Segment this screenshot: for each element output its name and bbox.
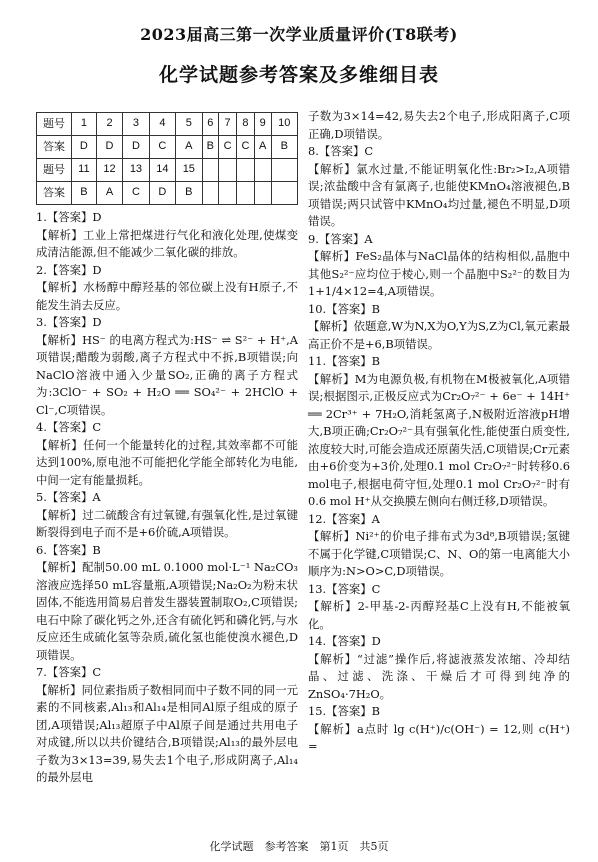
answer-line: 15.【答案】B bbox=[308, 704, 381, 718]
cell: 6 bbox=[202, 113, 219, 136]
answer-line: 7.【答案】C bbox=[36, 665, 102, 679]
answer-line: 8.【答案】C bbox=[308, 144, 374, 158]
cell: B bbox=[271, 136, 297, 159]
row-label: 题号 bbox=[37, 113, 72, 136]
explanation: 【解析】2-甲基-2-丙醇羟基C上没有H,不能被氧化。 bbox=[308, 599, 570, 631]
cell: A bbox=[96, 182, 122, 205]
explanation: 【解析】“过滤”操作后,将滤液蒸发浓缩、冷却结晶、过滤、洗涤、干燥后才可得到纯净的ZnSO₄·7H₂O。 bbox=[308, 651, 570, 701]
right-column bbox=[308, 108, 570, 756]
answer-line: 9.【答案】A bbox=[308, 231, 373, 246]
page-footer: 化学试题 参考答案 第1页 共5页 bbox=[209, 840, 389, 853]
right-item-13 bbox=[308, 581, 570, 634]
cell: 14 bbox=[149, 159, 175, 182]
explanation: 【解析】工业上常把煤进行气化和液化处理,使煤变成清洁能源,但不能减少二氧化碳的排放。 bbox=[36, 227, 298, 259]
answer-line: 14.【答案】D bbox=[308, 634, 381, 648]
right-item-10 bbox=[308, 301, 570, 354]
cell: 13 bbox=[123, 159, 149, 182]
answer-line: 12.【答案】A bbox=[308, 511, 380, 526]
answer-table-row-questions-1 bbox=[37, 113, 298, 136]
explanation: 【解析】配制50.00 mL 0.1000 mol·L⁻¹ Na₂CO₃溶液应选择50 mL容量瓶,A项错误;Na₂O₂为粉末状固体,不能选用简易启普发生器装置制取O₂,C项错误;电石中除了碳化钙之外,还含有硫化钙和磷化钙,与水反应还生成硫化氢等杂质,硫化氢也能使溴水褪色,D项错误。 bbox=[36, 560, 298, 662]
cell: C bbox=[237, 136, 255, 159]
explanation: 【解析】依题意,W为N,X为O,Y为S,Z为Cl,氧元素最高正价不是+6,B项错误。 bbox=[308, 319, 570, 351]
answer-line: 11.【答案】B bbox=[308, 354, 381, 368]
cell: 7 bbox=[219, 113, 237, 136]
explanation: 【解析】水杨醇中醇羟基的邻位碳上没有H原子,不能发生消去反应。 bbox=[36, 280, 298, 312]
right-item-11 bbox=[308, 353, 570, 511]
cell: D bbox=[123, 136, 149, 159]
cell bbox=[219, 182, 237, 205]
cell: A bbox=[254, 136, 271, 159]
row-label: 答案 bbox=[37, 136, 72, 159]
explanation: 【解析】M为电源负极,有机物在M极被氧化,A项错误;根据图示,正极反应式为Cr₂O₇²⁻ + 6e⁻ + 14H⁺ ══ 2Cr³⁺ + 7H₂O,消耗氢离子,N极附近溶液pH增大,B项正确;Cr₂O₇²⁻具有强氧化性,能使蛋白质变性,浓度较大时,可能会造成还原菌失活,C项错误;Cr元素由+6价变为+3价,处理0.1 mol Cr₂O₇²⁻时转移0.6 mol电子,根据电荷守恒,处理0.1 mol Cr₂O₇²⁻时有0.6 mol H⁺从交换膜左侧向右侧迁移,D项错误。 bbox=[308, 371, 570, 508]
cell: D bbox=[149, 182, 175, 205]
explanation: 【解析】同位素指质子数相同而中子数不同的同一元素的不同核素,Al₁₃和Al₁₄是相同Al原子组成的原子团,A项错误;Al₁₃超原子中Al原子间是通过共用电子对成键,所以以共价键结合,B项错误;Al₁₃的最外层电子数为3×13=39,易失去1个电子,形成阴离子,Al₁₄的最外层电 bbox=[36, 682, 298, 784]
cell bbox=[237, 182, 255, 205]
answer-line: 6.【答案】B bbox=[36, 542, 101, 557]
answer-table bbox=[36, 112, 298, 205]
right-item-7-cont bbox=[308, 108, 570, 143]
left-item-5 bbox=[36, 489, 298, 542]
answer-line: 2.【答案】D bbox=[36, 262, 102, 277]
cell: 11 bbox=[72, 159, 97, 182]
cell bbox=[254, 159, 271, 182]
cell bbox=[237, 159, 255, 182]
right-item-9 bbox=[308, 231, 570, 301]
cell: 2 bbox=[96, 113, 122, 136]
cell: B bbox=[202, 136, 219, 159]
row-label: 答案 bbox=[37, 182, 72, 205]
explanation: 【解析】过二硫酸含有过氧键,有强氧化性,是过氧键断裂得到电子而不是+6价硫,A项错误。 bbox=[36, 507, 298, 539]
cell bbox=[254, 182, 271, 205]
cell: D bbox=[72, 136, 97, 159]
left-column bbox=[36, 112, 298, 787]
answer-line: 13.【答案】C bbox=[308, 581, 381, 596]
cell bbox=[271, 159, 297, 182]
right-item-15 bbox=[308, 703, 570, 756]
cell: C bbox=[219, 136, 237, 159]
cell: 3 bbox=[123, 113, 149, 136]
right-item-8 bbox=[308, 143, 570, 231]
explanation: 【解析】任何一个能量转化的过程,其效率都不可能达到100%,原电池不可能把化学能全部转化为电能,中间一定有能量损耗。 bbox=[36, 437, 298, 487]
cell bbox=[202, 159, 219, 182]
explanation: 【解析】a点时 lg c(H⁺)/c(OH⁻) = 12,则 c(H⁺) = bbox=[308, 721, 570, 753]
cell: 1 bbox=[72, 113, 97, 136]
answer-table-row-questions-2 bbox=[37, 159, 298, 182]
cell: B bbox=[176, 182, 202, 205]
cell: B bbox=[72, 182, 97, 205]
left-item-2 bbox=[36, 262, 298, 315]
cell: 8 bbox=[237, 113, 255, 136]
cell bbox=[271, 182, 297, 205]
cell: 9 bbox=[254, 113, 271, 136]
document-subtitle: 化学试题参考答案及多维细目表 bbox=[158, 64, 439, 86]
left-item-7 bbox=[36, 664, 298, 787]
cell: 12 bbox=[96, 159, 122, 182]
explanation: 【解析】氯水过量,不能证明氧化性:Br₂>I₂,A项错误;浓盐酸中含有氯离子,也能使KMnO₄溶液褪色,B项错误;两只试管中KMnO₄均过量,褪色不明显,D项错误。 bbox=[308, 161, 570, 228]
answer-line: 1.【答案】D bbox=[36, 210, 102, 224]
answer-table-row-answers-1 bbox=[37, 136, 298, 159]
cell: 5 bbox=[176, 113, 202, 136]
cell: 10 bbox=[271, 113, 297, 136]
answer-line: 3.【答案】D bbox=[36, 315, 102, 329]
cell: 15 bbox=[176, 159, 202, 182]
cell: A bbox=[176, 136, 202, 159]
answer-line: 5.【答案】A bbox=[36, 490, 101, 504]
left-item-3 bbox=[36, 314, 298, 419]
left-item-1 bbox=[36, 209, 298, 262]
left-item-6 bbox=[36, 542, 298, 665]
answer-table-row-answers-2 bbox=[37, 182, 298, 205]
cell: C bbox=[149, 136, 175, 159]
row-label: 题号 bbox=[37, 159, 72, 182]
right-item-14 bbox=[308, 633, 570, 703]
right-item-12 bbox=[308, 511, 570, 581]
cell bbox=[219, 159, 237, 182]
cell: C bbox=[123, 182, 149, 205]
document-title: 2023届高三第一次学业质量评价(T8联考) bbox=[140, 25, 458, 44]
cell: D bbox=[96, 136, 122, 159]
cell: 4 bbox=[149, 113, 175, 136]
explanation: 子数为3×14=42,易失去2个电子,形成阳离子,C项正确,D项错误。 bbox=[308, 109, 570, 141]
explanation: 【解析】HS⁻ 的电离方程式为:HS⁻ ⇌ S²⁻ + H⁺,A项错误;醋酸为弱酸,离子方程式中不拆,B项错误;向NaClO溶液中通入少量SO₂,正确的离子方程式为:3ClO⁻ + SO₂ + H₂O ══ SO₄²⁻ + 2HClO + Cl⁻,C项错误。 bbox=[36, 332, 298, 417]
explanation: 【解析】FeS₂晶体与NaCl晶体的结构相似,晶胞中其他S₂²⁻应均位于棱心,则一个晶胞中S₂²⁻的数目为1+1/4×12=4,A项错误。 bbox=[308, 249, 570, 298]
cell bbox=[202, 182, 219, 205]
left-item-4 bbox=[36, 419, 298, 489]
explanation: 【解析】Ni²⁺的价电子排布式为3d⁸,B项错误;氢键不属于化学键,C项错误;C、N、O的第一电离能大小顺序为:N>O>C,D项错误。 bbox=[308, 529, 570, 578]
answer-line: 4.【答案】C bbox=[36, 420, 102, 434]
answer-line: 10.【答案】B bbox=[308, 301, 381, 316]
